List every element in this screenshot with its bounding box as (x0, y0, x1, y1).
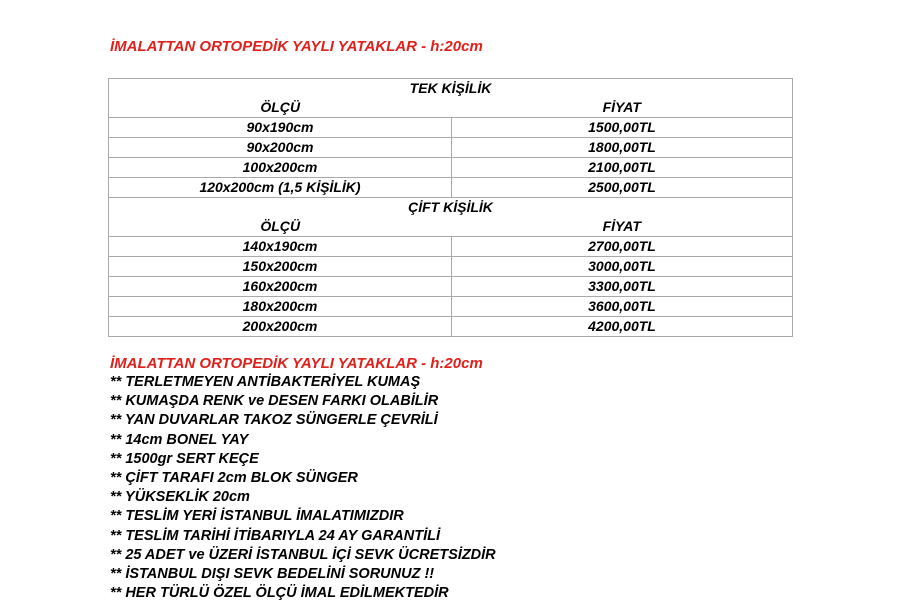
list-item: ** TERLETMEYEN ANTİBAKTERİYEL KUMAŞ (110, 374, 421, 390)
features-title: İMALATTAN ORTOPEDİK YAYLI YATAKLAR - h:20cm (110, 355, 483, 372)
table-row (109, 178, 793, 198)
price-cell: 2100,00TL (452, 158, 793, 178)
single-section-row (109, 79, 793, 99)
table-row (109, 297, 793, 317)
price-column-header: FİYAT (452, 98, 793, 118)
size-cell: 140x190cm (109, 237, 452, 257)
price-cell: 3600,00TL (452, 297, 793, 317)
table-row (109, 118, 793, 138)
features-list (110, 373, 496, 603)
list-item: ** ÇİFT TARAFI 2cm BLOK SÜNGER (110, 470, 358, 487)
list-item: ** YÜKSEKLİK 20cm (110, 489, 250, 506)
table-row (109, 277, 793, 297)
size-cell: 200x200cm (109, 317, 452, 337)
price-column-header: FİYAT (452, 217, 793, 237)
table-row (109, 257, 793, 277)
list-item: ** 25 ADET ve ÜZERİ İSTANBUL İÇİ SEVK ÜCRETSİZDİR (110, 546, 496, 563)
list-item: ** İSTANBUL DIŞI SEVK BEDELİNİ SORUNUZ !! (110, 566, 435, 583)
table-row (109, 138, 793, 158)
table-row (109, 237, 793, 257)
price-cell: 2700,00TL (452, 237, 793, 257)
price-table (108, 78, 793, 337)
size-cell: 90x200cm (109, 138, 452, 158)
size-cell: 180x200cm (109, 297, 452, 317)
size-cell: 100x200cm (109, 158, 452, 178)
price-cell: 2500,00TL (452, 178, 793, 198)
table-row (109, 317, 793, 337)
size-column-header: ÖLÇÜ (109, 98, 452, 118)
price-cell: 1500,00TL (452, 118, 793, 138)
size-cell: 90x190cm (109, 118, 452, 138)
double-section-row (109, 198, 793, 218)
double-header-row (109, 217, 793, 237)
size-column-header: ÖLÇÜ (109, 217, 452, 237)
list-item: ** KUMAŞDA RENK ve DESEN FARKI OLABİLİR (110, 393, 439, 410)
price-cell: 1800,00TL (452, 138, 793, 158)
list-item: ** TESLİM YERİ İSTANBUL İMALATIMIZDIR (110, 508, 404, 525)
price-cell: 3000,00TL (452, 257, 793, 277)
size-cell: 120x200cm (1,5 KİŞİLİK) (109, 178, 452, 198)
list-item: ** 14cm BONEL YAY (110, 431, 249, 448)
single-header-row (109, 98, 793, 118)
list-item: ** 1500gr SERT KEÇE (110, 450, 259, 467)
list-item: ** YAN DUVARLAR TAKOZ SÜNGERLE ÇEVRİLİ (110, 412, 438, 429)
list-item: ** HER TÜRLÜ ÖZEL ÖLÇÜ İMAL EDİLMEKTEDİR (110, 585, 449, 602)
size-cell: 150x200cm (109, 257, 452, 277)
size-cell: 160x200cm (109, 277, 452, 297)
double-heading: ÇİFT KİŞİLİK (109, 198, 793, 218)
table-row (109, 158, 793, 178)
list-item: ** TESLİM TARİHİ İTİBARIYLA 24 AY GARANTİLİ (110, 527, 441, 544)
single-heading: TEK KİŞİLİK (109, 79, 793, 99)
price-cell: 4200,00TL (452, 317, 793, 337)
price-cell: 3300,00TL (452, 277, 793, 297)
page-title: İMALATTAN ORTOPEDİK YAYLI YATAKLAR - h:20cm (110, 38, 483, 55)
